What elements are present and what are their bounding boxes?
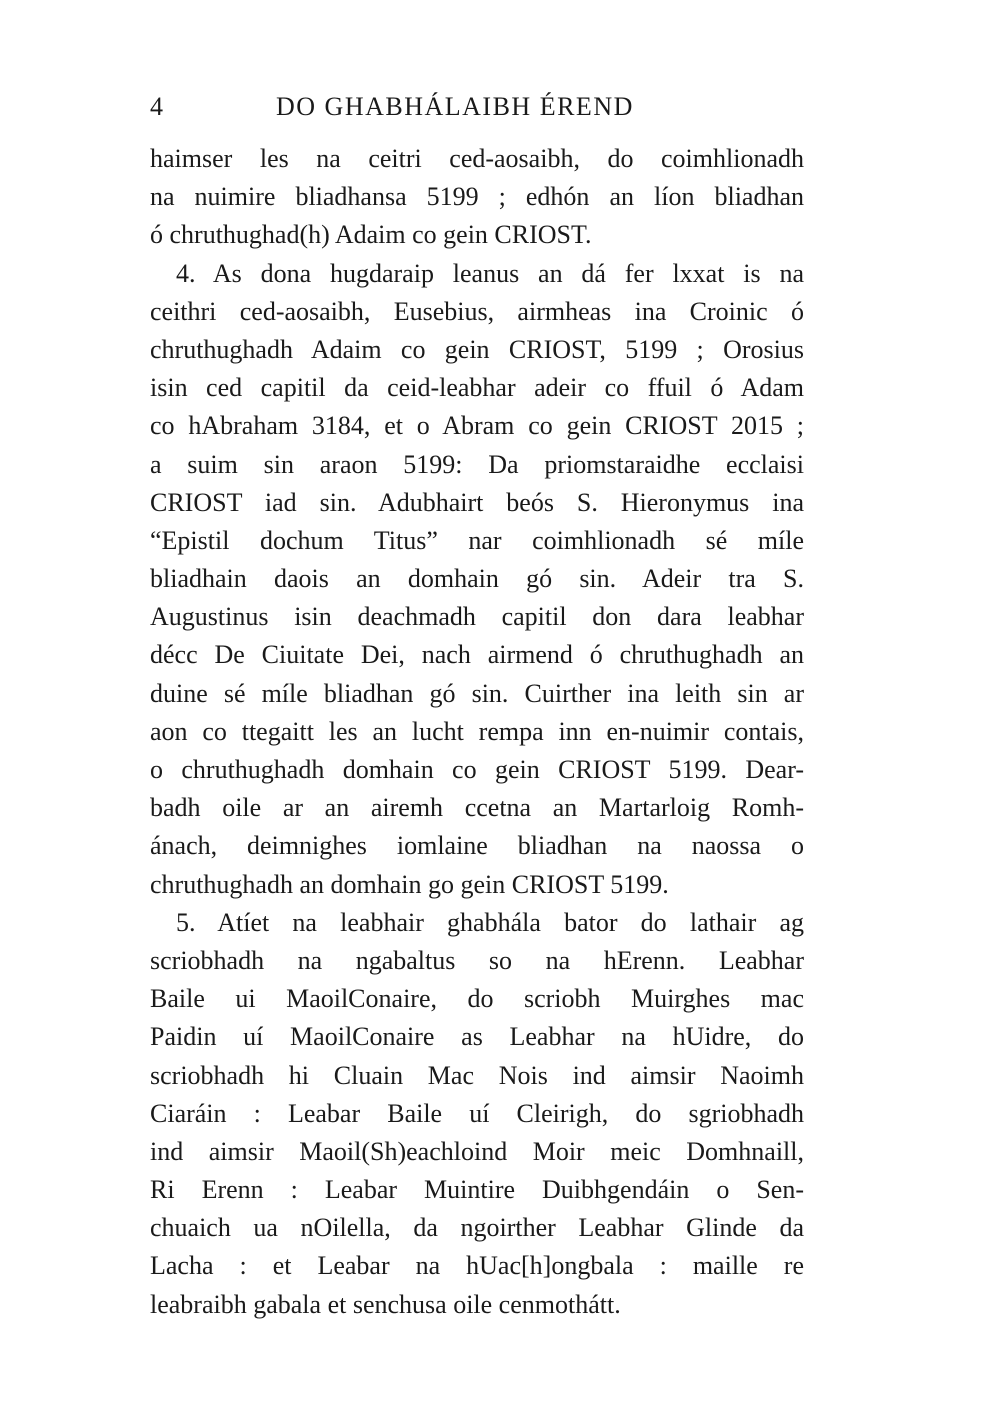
text-line: a suim sin araon 5199: Da priomstaraidhe ecclaisi [150, 449, 804, 479]
text-line: chuaich ua nOilella, da ngoirther Leabhar Glinde da [150, 1213, 804, 1243]
paragraph-5-first-line: 5. Atíet na leabhair ghabhála bator do lathair ag [176, 907, 804, 937]
text-line: na nuimire bliadhansa 5199 ; edhón an líon bliadhan [150, 182, 804, 212]
page-number: 4 [150, 92, 165, 121]
text-line: badh oile ar an airemh ccetna an Martarloig Romh- [150, 793, 804, 823]
body-text [150, 140, 804, 1324]
text-line: chruthughadh an domhain go gein CRIOST 5199. [150, 869, 669, 899]
text-line: aon co ttegaitt les an lucht rempa inn en-nuimir contais, [150, 716, 804, 746]
text-line: Ciaráin : Leabar Baile uí Cleirigh, do sgriobhadh [150, 1098, 804, 1128]
text-line: co hAbraham 3184, et o Abram co gein CRIOST 2015 ; [150, 411, 804, 441]
text-line: haimser les na ceitri ced-aosaibh, do coimhlionadh [150, 144, 804, 173]
text-line: isin ced capitil da ceid-leabhar adeir co ffuil ó Adam [150, 373, 804, 403]
text-line: o chruthughadh domhain co gein CRIOST 5199. Dear- [150, 755, 804, 784]
text-line: scriobhadh hi Cluain Mac Nois ind aimsir Naoimh [150, 1060, 804, 1090]
text-line: chruthughadh Adaim co gein CRIOST, 5199 ; Orosius [150, 334, 804, 364]
text-line: ceithri ced-aosaibh, Eusebius, airmheas ina Croinic ó [150, 296, 804, 326]
text-line: CRIOST iad sin. Adubhairt beós S. Hieronymus ina [150, 487, 804, 517]
text-line: ó chruthughad(h) Adaim co gein CRIOST. [150, 220, 592, 250]
paragraph-4-first-line: 4. As dona hugdaraip leanus an dá fer lxxat is na [176, 258, 804, 288]
text-line: ind aimsir Maoil(Sh)eachloind Moir meic Domhnaill, [150, 1136, 804, 1166]
text-line: Ri Erenn : Leabar Muintire Duibhgendáin o Sen- [150, 1175, 804, 1205]
text-line: Augustinus isin deachmadh capitil don dara leabhar [150, 602, 804, 632]
text-line: scriobhadh na ngabaltus so na hErenn. Leabhar [150, 945, 804, 975]
text-line: décc De Ciuitate Dei, nach airmend ó chruthughadh an [150, 640, 804, 670]
text-line: bliadhain daois an domhain gó sin. Adeir tra S. [150, 564, 804, 594]
text-line: Baile ui MaoilConaire, do scriobh Muirghes mac [150, 984, 804, 1014]
text-line: Paidin uí MaoilConaire as Leabhar na hUidre, do [150, 1022, 804, 1052]
text-line: ánach, deimnighes iomlaine bliadhan na naossa o [150, 831, 804, 861]
text-line: duine sé míle bliadhan gó sin. Cuirther ina leith sin ar [150, 678, 804, 708]
text-line: “Epistil dochum Titus” nar coimhlionadh sé míle [150, 525, 804, 555]
running-head [150, 92, 810, 132]
text-line: leabraibh gabala et senchusa oile cenmothátt. [150, 1289, 621, 1319]
running-title: DO GHABHÁLAIBH ÉREND [276, 92, 634, 121]
text-line: Lacha : et Leabar na hUac[h]ongbala : maille re [150, 1251, 804, 1281]
